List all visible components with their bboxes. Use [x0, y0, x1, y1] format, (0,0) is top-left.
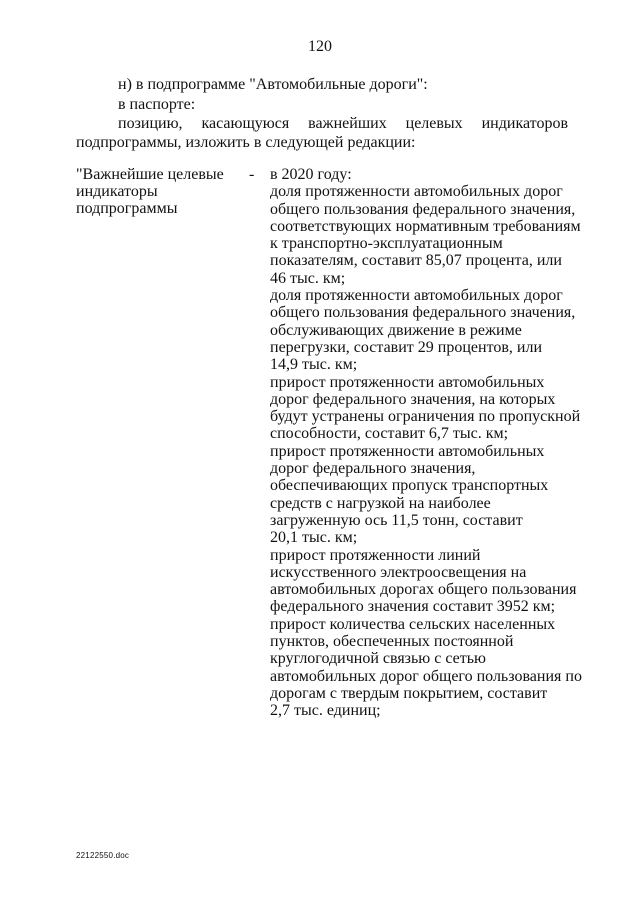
value-line: дорог федерального значения,: [270, 460, 476, 478]
value-line: дорогам с твердым покрытием, составит: [270, 684, 548, 702]
value-line: 14,9 тыс. км;: [270, 356, 358, 374]
paragraph-position-line1: [76, 115, 568, 133]
word: важнейших: [308, 115, 387, 132]
footer-filename: 22122550.doc: [76, 851, 130, 860]
value-line: 2,7 тыс. единиц;: [270, 702, 381, 720]
value-line: автомобильных дорог общего пользования по: [270, 667, 582, 685]
value-line: общего пользования федерального значения,: [270, 200, 576, 218]
value-line: перегрузки, составит 29 процентов, или: [270, 338, 543, 356]
value-line: доля протяженности автомобильных дорог: [270, 183, 563, 201]
value-line: средств с нагрузкой на наиболее: [270, 494, 491, 512]
value-line: доля протяженности автомобильных дорог: [270, 287, 563, 305]
value-line: общего пользования федерального значения,: [270, 304, 576, 322]
value-line: обеспечивающих пропуск транспортных: [270, 477, 549, 495]
value-line: будут устранены ограничения по пропускной: [270, 408, 581, 426]
word: целевых: [405, 115, 463, 132]
word: позицию,: [118, 115, 183, 132]
value-line: автомобильных дорогах общего пользования: [270, 581, 577, 599]
value-line: загруженную ось 11,5 тонн, составит: [270, 511, 523, 529]
value-line: 46 тыс. км;: [270, 269, 346, 287]
separator-dash: -: [249, 166, 255, 183]
value-line: обслуживающих движение в режиме: [270, 321, 522, 339]
value-line: прирост протяженности линий: [270, 546, 481, 564]
value-line: в 2020 году:: [270, 166, 352, 183]
paragraph-position-line2: подпрограммы, изложить в следующей редакции:: [76, 134, 416, 151]
value-line: 20,1 тыс. км;: [270, 529, 358, 547]
label-line: подпрограммы: [76, 200, 178, 217]
paragraph-item-n: н) в подпрограмме "Автомобильные дороги":: [118, 76, 428, 93]
value-line: к транспортно-эксплуатационным: [270, 235, 503, 253]
value-line: показателям, составит 85,07 процента, или: [270, 252, 562, 270]
value-line: соответствующих нормативным требованиям: [270, 217, 581, 235]
page-number: 120: [308, 38, 332, 55]
indicator-label: [76, 166, 251, 217]
value-line: дорог федерального значения, на которых: [270, 390, 556, 408]
value-line: пунктов, обеспеченных постоянной: [270, 633, 514, 651]
value-line: прирост количества сельских населенных: [270, 615, 556, 633]
value-line: прирост протяженности автомобильных: [270, 373, 545, 391]
value-line: искусственного электроосвещения на: [270, 563, 527, 581]
value-line: круглогодичной связью с сетью: [270, 650, 486, 668]
paragraph-in-passport: в паспорте:: [118, 96, 196, 113]
label-line: "Важнейшие целевые: [76, 166, 224, 183]
value-line: прирост протяженности автомобильных: [270, 442, 545, 460]
indicator-values: [270, 166, 582, 720]
value-line: федерального значения составит 3952 км;: [270, 598, 556, 616]
label-line: индикаторы: [76, 183, 158, 200]
word: касающуюся: [201, 115, 290, 132]
word: индикаторов: [481, 115, 568, 132]
value-line: способности, составит 6,7 тыс. км;: [270, 425, 509, 443]
